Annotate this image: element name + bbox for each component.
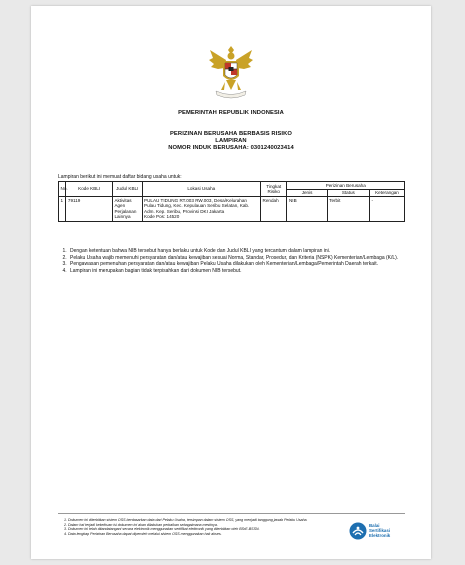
kbli-table: [58, 181, 405, 222]
col-header-tingkat-risiko: Tingkat Risiko: [261, 182, 287, 197]
cell-lokasi: [142, 197, 260, 221]
note-item: 3. Pengawasan pemenuhan persyaratan dan/atau kewajiban Pelaku Usaha dilakukan oleh Kementerian/Lembaga/Pemerintah Daerah terkait.: [68, 261, 413, 268]
note-item: 4. Lampiran ini merupakan bagian tidak terpisahkan dari dokumen NIB tersebut.: [68, 268, 413, 275]
bsre-text-line: Elektronik: [369, 533, 391, 538]
document-title: PERIZINAN BERUSAHA BERBASIS RISIKO: [169, 131, 293, 137]
document-subtitle: LAMPIRAN: [215, 138, 247, 144]
footer-note-item: 1. Dokumen ini diterbitkan sistem OSS berdasarkan data dari Pelaku Usaha, tersimpan dalam sistem OSS, yang menjadi tanggung jawab Pelaku Usaha.: [68, 518, 358, 523]
document-page: [31, 6, 431, 559]
cell-keterangan: -: [369, 197, 404, 221]
notes-list: [58, 248, 413, 274]
note-item: 1. Dengan ketentuan bahwa NIB tersebut hanya berlaku untuk Kode dan Judul KBLI yang tercantum dalam lampiran ini.: [68, 248, 413, 255]
col-header-perizinan: Perizinan Berusaha: [287, 182, 405, 190]
col-header-keterangan: Keterangan: [369, 189, 404, 197]
bsre-logo: [349, 522, 409, 546]
cell-kode-kbli: 79119: [66, 197, 113, 221]
bsre-text-line: Sertifikasi: [369, 528, 390, 533]
cell-jenis: NIB: [287, 197, 327, 221]
col-header-lokasi: Lokasi Usaha: [142, 182, 260, 197]
footer-notes-list: [58, 518, 358, 536]
col-header-judul-kbli: Judul KBLI: [112, 182, 142, 197]
nib-number: NOMOR INDUK BERUSAHA: 0301240023414: [168, 145, 294, 151]
footer-divider: [58, 513, 405, 514]
government-heading: PEMERINTAH REPUBLIK INDONESIA: [178, 110, 284, 116]
footer-note-item: 3. Dokumen ini telah ditandatangani secara elektronik menggunakan sertifikat elektronik yang diterbitkan oleh BSrE-BSSN.: [68, 527, 358, 532]
footer-note-item: 2. Dalam hal terjadi kekeliruan isi dokumen ini akan dilakukan perbaikan sebagaimana mestinya.: [68, 523, 358, 528]
col-header-jenis: Jenis: [287, 189, 327, 197]
garuda-emblem-icon: [208, 46, 254, 102]
lokasi-address: PULAU TIDUNG RT.003 RW.003, Desa/Kelurahan Pulau Tidung, Kec. Kepulauan Seribu Selatan, Kab. Adm. Kep. Seribu, Provinsi DKI Jakarta: [144, 197, 250, 214]
cell-no: 1: [59, 197, 66, 221]
cell-tingkat-risiko: Rendah: [261, 197, 287, 221]
intro-text: Lampiran berikut ini memuat daftar bidang usaha untuk:: [58, 174, 182, 180]
note-item: 2. Pelaku Usaha wajib memenuhi persyaratan dan/atau kewajiban sesuai Norma, Standar, Prosedur, dan Kriteria (NSPK) Kementerian/Lembaga (K/L).: [68, 255, 413, 262]
bsre-text-line: Balai: [369, 523, 380, 528]
col-header-no: No.: [59, 182, 66, 197]
cell-status: Terbit: [327, 197, 369, 221]
col-header-kode-kbli: Kode KBLI: [66, 182, 113, 197]
lokasi-kode-pos: Kode Pos: 14520: [144, 214, 180, 220]
bsre-mark-icon: [349, 522, 367, 540]
table-row: [59, 197, 405, 221]
col-header-status: Status: [327, 189, 369, 197]
table-header-row: [59, 182, 405, 190]
cell-judul-kbli: Aktivitas Agen Perjalanan Lainnya: [112, 197, 142, 221]
footer-note-item: 4. Data lengkap Perizinan Berusaha dapat diperoleh melalui sistem OSS menggunakan hak akses.: [68, 532, 358, 537]
